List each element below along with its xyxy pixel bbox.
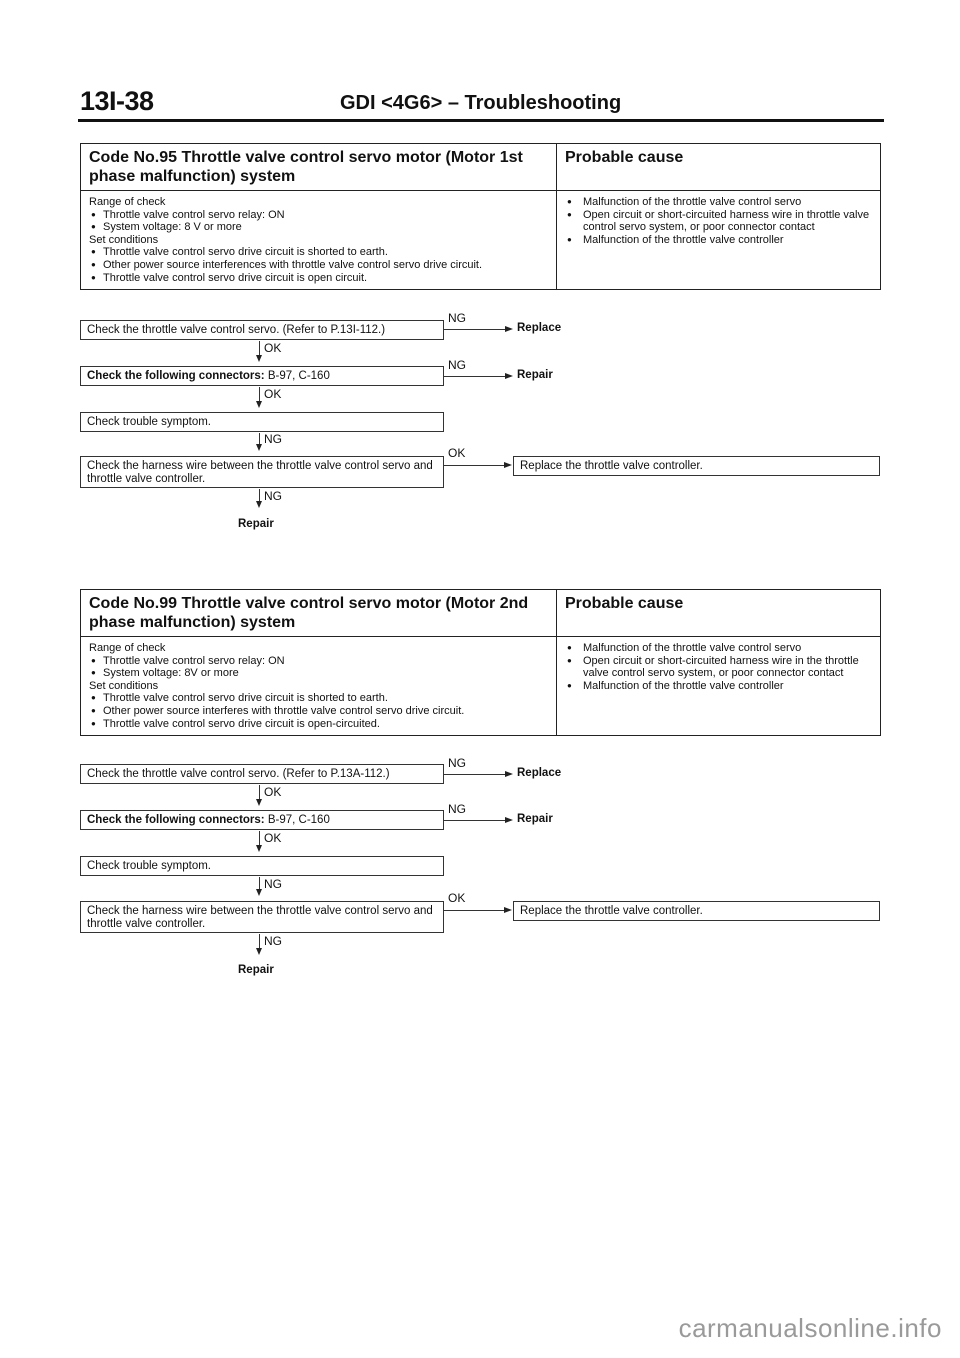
range-of-check-label: Range of check [89,642,166,654]
connector-line [259,831,260,845]
set-item: ● Throttle valve control servo drive circuit is shorted to earth. [89,246,548,259]
connector-ids: B-97, C-160 [264,370,330,382]
step-check-harness: Check the harness wire between the throttle valve control servo and throttle valve controller. [80,901,444,933]
ng-label: NG [264,934,282,948]
ng-label: NG [448,311,466,325]
step-replace-controller: Replace the throttle valve controller. [513,456,880,476]
cause-item: ● Malfunction of the throttle valve controller [565,234,872,247]
check-conditions [81,637,557,735]
arrow-right-icon [505,817,513,823]
connector-line [259,489,260,501]
step-bold-text: Check the following connectors: [87,814,265,826]
ng-label: NG [448,756,466,770]
result-replace: Replace [517,322,562,334]
arrow-down-icon [256,948,262,955]
ok-label: OK [264,785,282,799]
probable-causes [557,191,880,289]
probable-causes [557,637,880,735]
arrow-down-icon [256,889,262,896]
step-bold-text: Check the following connectors: [87,370,265,382]
probable-cause-heading: Probable cause [565,595,684,612]
ng-label: NG [448,802,466,816]
result-repair: Repair [517,369,553,381]
connector-line [259,387,260,401]
range-item: ● System voltage: 8V or more [89,667,548,680]
result-repair: Repair [238,518,274,530]
step-check-connectors [80,810,444,830]
ok-label: OK [264,831,282,845]
ng-label: NG [448,358,466,372]
page-number: 13I-38 [80,86,154,116]
ok-label: OK [448,891,466,905]
step-check-servo: Check the throttle valve control servo. (Refer to P.13A-112.) [80,764,444,784]
set-item: ● Throttle valve control servo drive circuit is shorted to earth. [89,692,548,705]
ng-label: NG [264,877,282,891]
step-check-harness: Check the harness wire between the throttle valve control servo and throttle valve controller. [80,456,444,488]
connector-line [444,465,505,466]
probable-cause-heading: Probable cause [565,149,684,166]
step-check-servo: Check the throttle valve control servo. (Refer to P.13I-112.) [80,320,444,340]
connector-line [259,341,260,355]
arrow-right-icon [505,373,513,379]
set-conditions-label: Set conditions [89,679,159,692]
step-replace-controller: Replace the throttle valve controller. [513,901,880,921]
set-item: ● Throttle valve control servo drive circuit is open circuit. [89,272,548,285]
arrow-down-icon [256,799,262,806]
ng-label: NG [264,489,282,503]
result-repair: Repair [517,813,553,825]
set-item: ● Other power source interferences with throttle valve control servo drive circuit. [89,259,548,272]
set-conditions-label: Set conditions [89,233,159,246]
cause-item: ● Malfunction of the throttle valve controller [565,680,872,693]
connector-line [444,376,506,377]
range-item: ● Throttle valve control servo relay: ON [89,209,548,222]
step-check-symptom: Check trouble symptom. [80,856,444,876]
connector-line [444,910,505,911]
cause-item: ● Open circuit or short-circuited harness wire in the throttle valve control servo system, or poor connector contact [565,655,872,680]
ng-label: NG [264,432,282,446]
arrow-down-icon [256,845,262,852]
arrow-right-icon [505,326,513,332]
code-95-title: Code No.95 Throttle valve control servo motor (Motor 1st phase malfunction) system [81,144,557,190]
cause-item: ● Malfunction of the throttle valve control servo [565,642,872,655]
arrow-right-icon [505,771,513,777]
check-conditions [81,191,557,289]
arrow-down-icon [256,444,262,451]
connector-ids: B-97, C-160 [264,814,330,826]
connector-line [444,774,506,775]
connector-line [259,785,260,799]
arrow-down-icon [256,355,262,362]
range-of-check-label: Range of check [89,196,166,208]
set-item: ● Other power source interferes with throttle valve control servo drive circuit. [89,705,548,718]
step-check-symptom: Check trouble symptom. [80,412,444,432]
ok-label: OK [448,446,466,460]
result-repair: Repair [238,964,274,976]
code-95-table [80,143,881,290]
page-title: GDI <4G6> – Troubleshooting [340,92,622,114]
code-99-table [80,589,881,736]
cause-item: ● Open circuit or short-circuited harness wire in throttle valve control servo system, or poor connector contact [565,209,872,234]
step-check-connectors [80,366,444,386]
ok-label: OK [264,341,282,355]
set-item: ● Throttle valve control servo drive circuit is open-circuited. [89,718,548,731]
connector-line [444,329,506,330]
arrow-down-icon [256,401,262,408]
connector-line [259,877,260,889]
arrow-down-icon [256,501,262,508]
connector-line [259,433,260,444]
ok-label: OK [264,387,282,401]
range-item: ● System voltage: 8 V or more [89,221,548,234]
result-replace: Replace [517,767,562,779]
range-item: ● Throttle valve control servo relay: ON [89,655,548,668]
header-rule [78,119,884,122]
cause-item: ● Malfunction of the throttle valve control servo [565,196,872,209]
arrow-right-icon [504,462,512,468]
connector-line [444,820,506,821]
watermark: carmanualsonline.info [678,1313,942,1343]
arrow-right-icon [504,907,512,913]
code-99-title: Code No.99 Throttle valve control servo motor (Motor 2nd phase malfunction) system [81,590,557,636]
connector-line [259,934,260,948]
